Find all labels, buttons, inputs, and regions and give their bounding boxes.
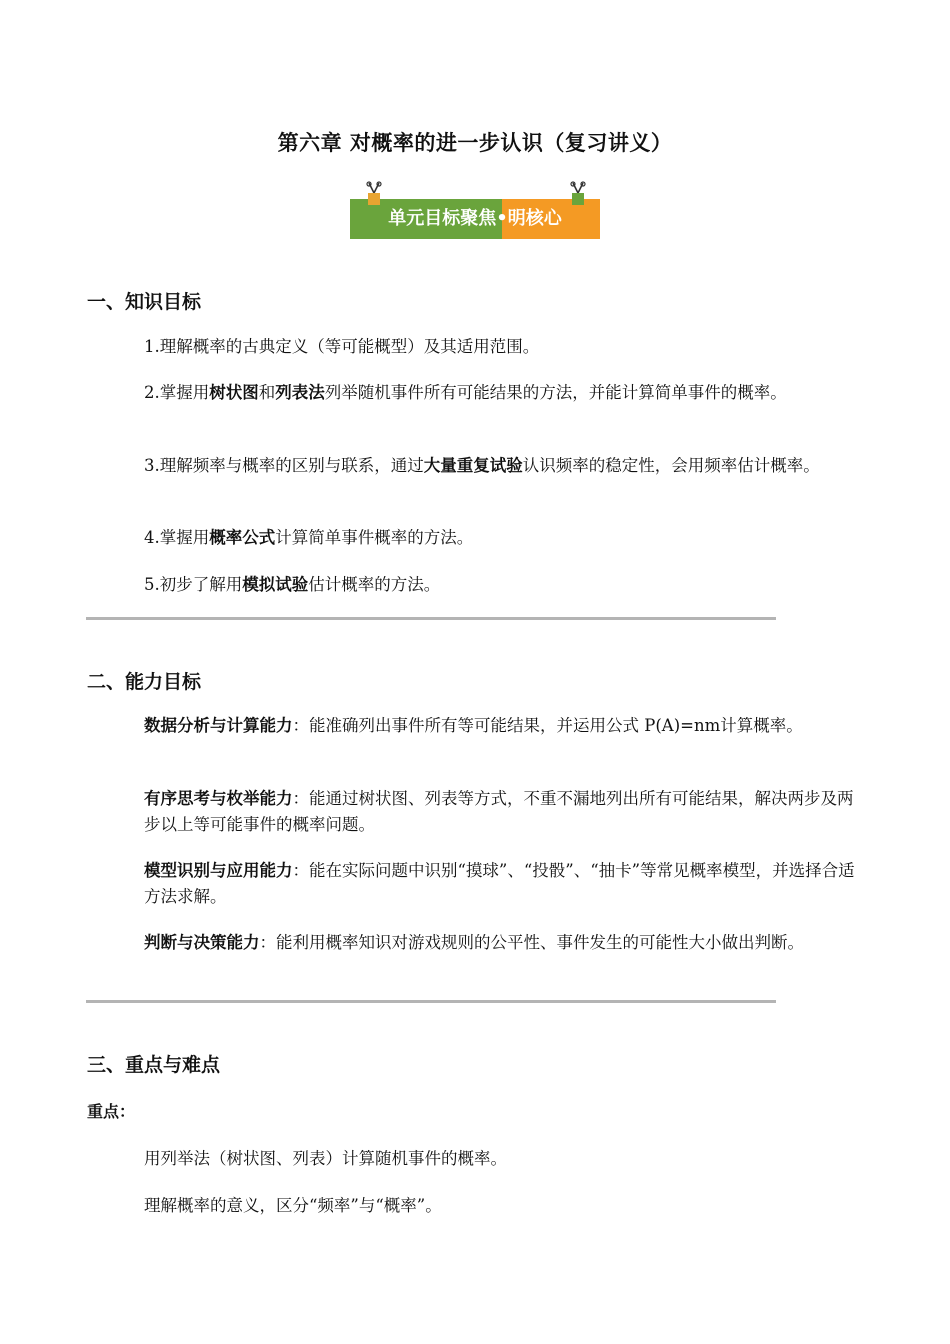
key-point-item-2: 理解概率的意义，区分“频率”与“概率”。 [144, 1196, 442, 1215]
knowledge-item-2-mid: 和 [258, 383, 276, 402]
knowledge-item-5-bold: 模拟试验 [242, 575, 309, 594]
knowledge-item-4 [144, 525, 860, 551]
knowledge-item-5-post: 估计概率的方法。 [308, 575, 441, 594]
knowledge-item-4-bold: 概率公式 [209, 528, 276, 547]
section-divider [86, 617, 776, 620]
knowledge-item-3-post: 认识频率的稳定性，会用频率估计概率。 [522, 456, 820, 475]
knowledge-item-1-text: 1.理解概率的古典定义（等可能概型）及其适用范围。 [144, 337, 540, 356]
knowledge-item-2-bold-1: 树状图 [209, 383, 259, 402]
knowledge-item-3-pre: 3.理解频率与概率的区别与联系，通过 [144, 456, 424, 475]
ability-item-3 [144, 858, 860, 910]
banner-dot: • [496, 208, 508, 229]
knowledge-item-4-pre: 4.掌握用 [144, 528, 210, 547]
ability-item-2-label: 有序思考与枚举能力 [144, 789, 293, 808]
section-heading-key-points: 三、重点与难点 [87, 1054, 221, 1076]
unit-goal-banner [350, 181, 600, 241]
banner-text-right: 明核心 [507, 208, 562, 229]
document-title: 第六章 对概率的进一步认识（复习讲义） [277, 131, 673, 155]
ability-item-4-colon: ： [259, 933, 276, 952]
ability-item-4-label: 判断与决策能力 [144, 933, 260, 952]
ability-item-3-text: 能在实际问题中识别“摸球”、“投骰”、“抽卡”等常见概率模型，并选择合适方法求解。 [144, 861, 855, 906]
ability-item-2-colon: ： [292, 789, 309, 808]
knowledge-item-2-bold-2: 列表法 [275, 383, 325, 402]
knowledge-item-1 [144, 334, 860, 360]
key-point-item-1: 用列举法（树状图、列表）计算随机事件的概率。 [144, 1149, 507, 1168]
ability-item-1-label: 数据分析与计算能力 [144, 716, 293, 735]
banner-text-left: 单元目标聚焦 [388, 208, 497, 229]
section-heading-knowledge: 一、知识目标 [87, 291, 202, 313]
ability-item-2-text: 能通过树状图、列表等方式，不重不漏地列出所有可能结果，解决两步及两步以上等可能事件的概率问题。 [144, 789, 854, 834]
key-points-subheading: 重点： [87, 1102, 136, 1121]
ability-item-3-label: 模型识别与应用能力 [144, 861, 293, 880]
ability-item-4-text: 能利用概率知识对游戏规则的公平性、事件发生的可能性大小做出判断。 [276, 933, 804, 952]
knowledge-item-3 [144, 453, 860, 479]
section-divider [86, 1000, 776, 1003]
knowledge-item-5 [144, 572, 860, 598]
ability-item-4 [144, 930, 860, 956]
ability-item-1-text: 能准确列出事件所有等可能结果，并运用公式 P(A)=nm计算概率。 [309, 716, 803, 735]
knowledge-item-4-post: 计算简单事件概率的方法。 [275, 528, 474, 547]
knowledge-item-2 [144, 380, 860, 406]
ability-item-2 [144, 786, 860, 838]
ability-item-1-colon: ： [292, 716, 309, 735]
knowledge-item-5-pre: 5.初步了解用 [144, 575, 243, 594]
knowledge-item-2-pre: 2.掌握用 [144, 383, 210, 402]
banner-text [350, 199, 600, 239]
ability-item-3-colon: ： [292, 861, 309, 880]
ability-item-1 [144, 713, 860, 739]
section-heading-ability: 二、能力目标 [87, 671, 202, 693]
knowledge-item-3-bold: 大量重复试验 [423, 456, 523, 475]
knowledge-item-2-post: 列举随机事件所有可能结果的方法，并能计算简单事件的概率。 [324, 383, 787, 402]
